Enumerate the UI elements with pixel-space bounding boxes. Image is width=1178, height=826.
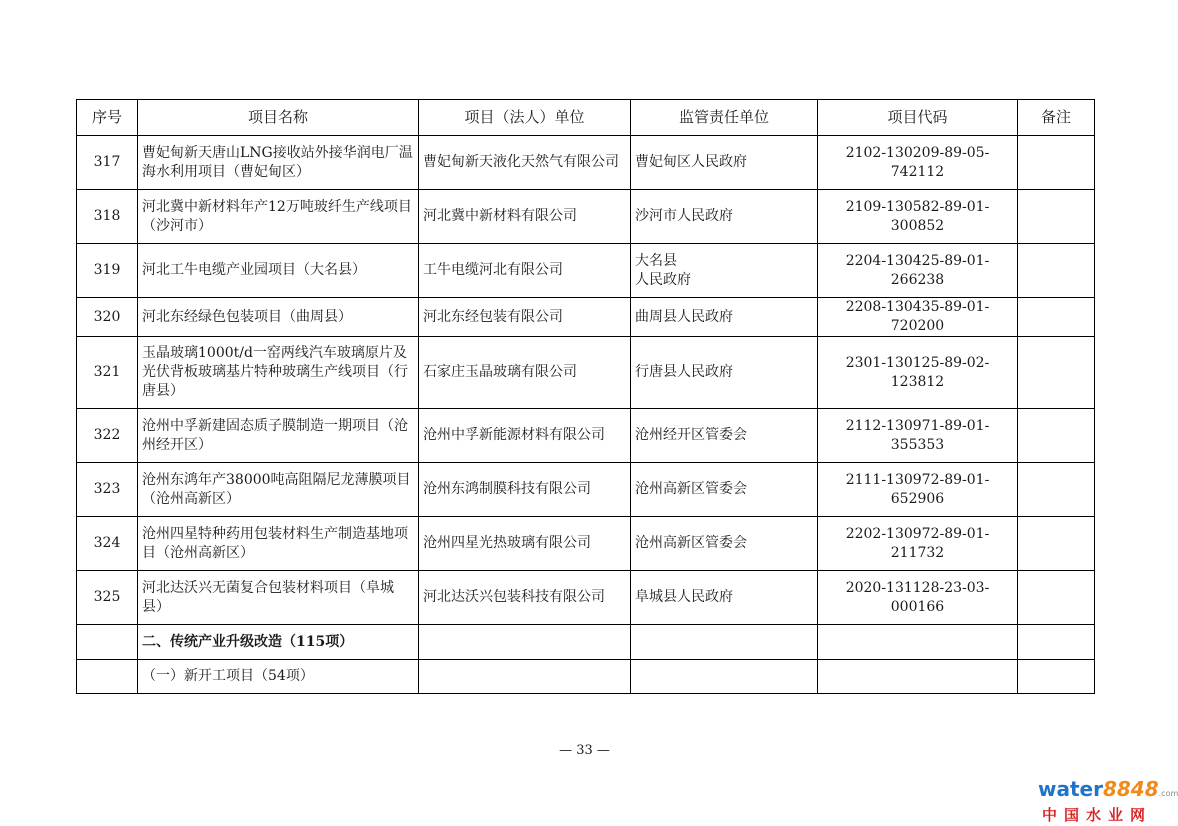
cell-remark <box>1018 190 1095 244</box>
cell-unit: 河北东经包装有限公司 <box>419 298 631 337</box>
header-supervisor: 监管责任单位 <box>631 100 818 136</box>
cell-empty <box>818 625 1018 660</box>
table-row <box>77 298 1095 337</box>
watermark-brand-cn: 中国水业网 <box>1042 806 1153 824</box>
cell-remark <box>1018 244 1095 298</box>
cell-unit: 工牛电缆河北有限公司 <box>419 244 631 298</box>
cell-unit: 曹妃甸新天液化天然气有限公司 <box>419 136 631 190</box>
header-unit: 项目（法人）单位 <box>419 100 631 136</box>
project-table <box>76 99 1095 694</box>
table-row <box>77 463 1095 517</box>
cell-remark <box>1018 298 1095 337</box>
cell-code: 2111-130972-89-01-652906 <box>818 463 1018 517</box>
watermark-brand <box>1038 777 1178 805</box>
cell-remark <box>1018 136 1095 190</box>
cell-name: 沧州四星特种药用包装材料生产制造基地项目（沧州高新区） <box>138 517 419 571</box>
cell-code: 2109-130582-89-01-300852 <box>818 190 1018 244</box>
cell-code: 2301-130125-89-02-123812 <box>818 337 1018 409</box>
cell-name: 玉晶玻璃1000t/d一窑两线汽车玻璃原片及光伏背板玻璃基片特种玻璃生产线项目（行唐县） <box>138 337 419 409</box>
cell-name: 曹妃甸新天唐山LNG接收站外接华润电厂温海水利用项目（曹妃甸区） <box>138 136 419 190</box>
page-number: — 33 — <box>559 743 610 758</box>
cell-name: 河北达沃兴无菌复合包装材料项目（阜城县） <box>138 571 419 625</box>
cell-name: 河北东经绿色包装项目（曲周县） <box>138 298 419 337</box>
subsection-title: （一）新开工项目（54项） <box>138 660 419 694</box>
header-no: 序号 <box>77 100 138 136</box>
table-row <box>77 244 1095 298</box>
cell-no: 320 <box>77 298 138 337</box>
cell-no <box>77 625 138 660</box>
table-row <box>77 517 1095 571</box>
cell-no: 317 <box>77 136 138 190</box>
cell-no: 322 <box>77 409 138 463</box>
cell-no: 319 <box>77 244 138 298</box>
watermark-brand-water: water <box>1038 777 1103 801</box>
cell-unit: 沧州东鸿制膜科技有限公司 <box>419 463 631 517</box>
cell-unit: 河北达沃兴包装科技有限公司 <box>419 571 631 625</box>
cell-remark <box>1018 337 1095 409</box>
watermark-brand-domain: .com <box>1158 789 1178 798</box>
watermark-brand-number: 8848 <box>1102 777 1159 801</box>
cell-code: 2112-130971-89-01-355353 <box>818 409 1018 463</box>
cell-empty <box>419 660 631 694</box>
cell-no: 321 <box>77 337 138 409</box>
cell-no: 318 <box>77 190 138 244</box>
cell-code: 2020-131128-23-03-000166 <box>818 571 1018 625</box>
cell-name: 河北冀中新材料年产12万吨玻纤生产线项目（沙河市） <box>138 190 419 244</box>
header-remark: 备注 <box>1018 100 1095 136</box>
cell-empty <box>1018 625 1095 660</box>
section-row <box>77 625 1095 660</box>
cell-supervisor: 沧州经开区管委会 <box>631 409 818 463</box>
cell-unit: 沧州中孚新能源材料有限公司 <box>419 409 631 463</box>
table-row <box>77 136 1095 190</box>
cell-unit: 河北冀中新材料有限公司 <box>419 190 631 244</box>
cell-name: 河北工牛电缆产业园项目（大名县） <box>138 244 419 298</box>
cell-code: 2202-130972-89-01-211732 <box>818 517 1018 571</box>
watermark-logo <box>1038 777 1178 824</box>
cell-remark <box>1018 571 1095 625</box>
header-code: 项目代码 <box>818 100 1018 136</box>
cell-supervisor: 阜城县人民政府 <box>631 571 818 625</box>
cell-supervisor: 大名县 人民政府 <box>631 244 818 298</box>
cell-code: 2102-130209-89-05-742112 <box>818 136 1018 190</box>
table-row <box>77 337 1095 409</box>
header-name: 项目名称 <box>138 100 419 136</box>
cell-name: 沧州东鸿年产38000吨高阻隔尼龙薄膜项目（沧州高新区） <box>138 463 419 517</box>
cell-no: 323 <box>77 463 138 517</box>
cell-empty <box>818 660 1018 694</box>
cell-no: 325 <box>77 571 138 625</box>
subsection-row <box>77 660 1095 694</box>
cell-supervisor: 曹妃甸区人民政府 <box>631 136 818 190</box>
cell-name: 沧州中孚新建固态质子膜制造一期项目（沧州经开区） <box>138 409 419 463</box>
cell-code: 2208-130435-89-01-720200 <box>818 298 1018 337</box>
table-row <box>77 571 1095 625</box>
cell-empty <box>1018 660 1095 694</box>
section-title: 二、传统产业升级改造（115项） <box>138 625 419 660</box>
cell-remark <box>1018 409 1095 463</box>
cell-empty <box>419 625 631 660</box>
cell-empty <box>631 625 818 660</box>
cell-supervisor: 沙河市人民政府 <box>631 190 818 244</box>
cell-code: 2204-130425-89-01-266238 <box>818 244 1018 298</box>
cell-unit: 沧州四星光热玻璃有限公司 <box>419 517 631 571</box>
cell-supervisor: 行唐县人民政府 <box>631 337 818 409</box>
cell-supervisor: 沧州高新区管委会 <box>631 517 818 571</box>
cell-unit: 石家庄玉晶玻璃有限公司 <box>419 337 631 409</box>
cell-remark <box>1018 463 1095 517</box>
cell-supervisor: 沧州高新区管委会 <box>631 463 818 517</box>
cell-remark <box>1018 517 1095 571</box>
table-row <box>77 409 1095 463</box>
table-header-row <box>77 100 1095 136</box>
cell-empty <box>631 660 818 694</box>
cell-no <box>77 660 138 694</box>
cell-supervisor: 曲周县人民政府 <box>631 298 818 337</box>
table-row <box>77 190 1095 244</box>
cell-no: 324 <box>77 517 138 571</box>
